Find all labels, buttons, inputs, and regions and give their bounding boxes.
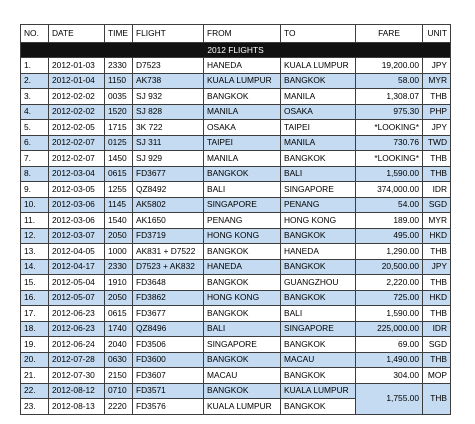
cell-from: BANGKOK [204,352,281,368]
cell-flight: FD3862 [133,290,204,306]
table-row [21,135,451,151]
cell-time: 1145 [105,197,133,213]
table-row [21,228,451,244]
cell-time: 1000 [105,244,133,260]
cell-time: 2330 [105,259,133,275]
cell-unit: THB [423,383,451,414]
cell-unit: THB [423,151,451,167]
cell-from: BANGKOK [204,383,281,399]
cell-to: GUANGZHOU [281,275,356,291]
flights-table [20,24,451,415]
cell-no: 12. [21,228,49,244]
cell-date: 2012-08-13 [49,399,105,415]
cell-flight: AK1650 [133,213,204,229]
table-row [21,104,451,120]
cell-date: 2012-03-07 [49,228,105,244]
cell-to: BANGKOK [281,399,356,415]
cell-unit: SGD [423,197,451,213]
cell-to: SINGAPORE [281,182,356,198]
cell-fare: 975.30 [356,104,423,120]
cell-flight: FD3571 [133,383,204,399]
column-header-no: NO. [21,25,49,43]
cell-from: HONG KONG [204,228,281,244]
cell-to: BALI [281,166,356,182]
cell-unit: THB [423,89,451,105]
column-header-unit: UNIT [423,25,451,43]
cell-flight: FD3506 [133,337,204,353]
cell-from: MANILA [204,151,281,167]
cell-flight: FD3677 [133,166,204,182]
cell-to: BANGKOK [281,73,356,89]
cell-fare: 730.76 [356,135,423,151]
column-header-fare: FARE [356,25,423,43]
cell-flight: SJ 828 [133,104,204,120]
cell-from: KUALA LUMPUR [204,73,281,89]
table-row [21,337,451,353]
cell-from: BANGKOK [204,89,281,105]
cell-time: 2050 [105,228,133,244]
cell-no: 16. [21,290,49,306]
cell-date: 2012-04-17 [49,259,105,275]
cell-fare: 54.00 [356,197,423,213]
cell-no: 6. [21,135,49,151]
cell-flight: SJ 311 [133,135,204,151]
cell-flight: FD3600 [133,352,204,368]
table-row [21,352,451,368]
cell-date: 2012-08-12 [49,383,105,399]
cell-unit: JPY [423,58,451,74]
cell-flight: FD3677 [133,306,204,322]
cell-date: 2012-06-24 [49,337,105,353]
cell-from: HANEDA [204,259,281,275]
cell-fare: 189.00 [356,213,423,229]
cell-from: BANGKOK [204,166,281,182]
cell-flight: FD3576 [133,399,204,415]
cell-time: 0615 [105,166,133,182]
cell-unit: MYR [423,73,451,89]
cell-unit: THB [423,352,451,368]
cell-flight: AK5802 [133,197,204,213]
cell-time: 2040 [105,337,133,353]
cell-fare: 69.00 [356,337,423,353]
header-row [21,25,451,43]
cell-from: SINGAPORE [204,337,281,353]
cell-from: BALI [204,321,281,337]
cell-to: BANGKOK [281,151,356,167]
cell-flight: D7523 + AK832 [133,259,204,275]
cell-fare: 2,220.00 [356,275,423,291]
cell-unit: MYR [423,213,451,229]
cell-flight: FD3607 [133,368,204,384]
table-row [21,120,451,136]
cell-no: 7. [21,151,49,167]
cell-date: 2012-02-02 [49,89,105,105]
table-row [21,197,451,213]
cell-time: 1450 [105,151,133,167]
cell-from: MACAU [204,368,281,384]
cell-no: 13. [21,244,49,260]
cell-flight: 3K 722 [133,120,204,136]
table-row [21,151,451,167]
cell-unit: SGD [423,337,451,353]
cell-no: 9. [21,182,49,198]
cell-no: 14. [21,259,49,275]
cell-flight: AK831 + D7522 [133,244,204,260]
cell-flight: SJ 932 [133,89,204,105]
cell-date: 2012-05-07 [49,290,105,306]
cell-from: TAIPEI [204,135,281,151]
table-row [21,259,451,275]
cell-flight: AK738 [133,73,204,89]
cell-unit: HKD [423,228,451,244]
cell-from: BANGKOK [204,306,281,322]
cell-to: BANGKOK [281,259,356,275]
cell-unit: MOP [423,368,451,384]
section-row [21,43,451,58]
cell-time: 2150 [105,368,133,384]
cell-date: 2012-02-05 [49,120,105,136]
cell-to: BANGKOK [281,368,356,384]
cell-fare: 1,290.00 [356,244,423,260]
table-row [21,166,451,182]
cell-fare: 1,590.00 [356,306,423,322]
cell-time: 0125 [105,135,133,151]
cell-fare: 495.00 [356,228,423,244]
cell-no: 8. [21,166,49,182]
cell-date: 2012-07-30 [49,368,105,384]
cell-unit: THB [423,166,451,182]
column-header-time: TIME [105,25,133,43]
cell-unit: HKD [423,290,451,306]
cell-fare: 1,490.00 [356,352,423,368]
table-row [21,383,451,399]
table-row [21,58,451,74]
cell-to: OSAKA [281,104,356,120]
cell-from: BANGKOK [204,244,281,260]
cell-date: 2012-03-05 [49,182,105,198]
cell-to: MANILA [281,135,356,151]
cell-time: 0630 [105,352,133,368]
cell-no: 1. [21,58,49,74]
cell-no: 15. [21,275,49,291]
cell-to: MANILA [281,89,356,105]
cell-date: 2012-06-23 [49,321,105,337]
cell-no: 2. [21,73,49,89]
cell-no: 5. [21,120,49,136]
cell-time: 1715 [105,120,133,136]
cell-date: 2012-03-06 [49,213,105,229]
cell-to: BALI [281,306,356,322]
cell-time: 1740 [105,321,133,337]
cell-to: SINGAPORE [281,321,356,337]
column-header-date: DATE [49,25,105,43]
cell-flight: SJ 929 [133,151,204,167]
cell-time: 0710 [105,383,133,399]
table-row [21,368,451,384]
cell-unit: THB [423,306,451,322]
cell-from: HANEDA [204,58,281,74]
cell-from: OSAKA [204,120,281,136]
cell-unit: JPY [423,259,451,275]
cell-fare: 304.00 [356,368,423,384]
cell-time: 2330 [105,58,133,74]
cell-to: TAIPEI [281,120,356,136]
cell-no: 10. [21,197,49,213]
column-header-from: FROM [204,25,281,43]
table-row [21,321,451,337]
cell-to: BANGKOK [281,228,356,244]
table-row [21,306,451,322]
cell-date: 2012-01-04 [49,73,105,89]
cell-no: 4. [21,104,49,120]
table-row [21,244,451,260]
column-header-to: TO [281,25,356,43]
cell-time: 1520 [105,104,133,120]
cell-fare: 225,000.00 [356,321,423,337]
cell-no: 18. [21,321,49,337]
cell-fare: 374,000.00 [356,182,423,198]
cell-date: 2012-02-07 [49,135,105,151]
cell-no: 23. [21,399,49,415]
cell-no: 3. [21,89,49,105]
cell-unit: IDR [423,321,451,337]
cell-to: HONG KONG [281,213,356,229]
cell-time: 1255 [105,182,133,198]
cell-time: 1540 [105,213,133,229]
cell-fare: 1,755.00 [356,383,423,414]
cell-flight: FD3719 [133,228,204,244]
cell-to: KUALA LUMPUR [281,58,356,74]
cell-unit: THB [423,275,451,291]
cell-unit: IDR [423,182,451,198]
cell-fare: 1,308.07 [356,89,423,105]
cell-time: 0615 [105,306,133,322]
cell-fare: 1,590.00 [356,166,423,182]
cell-time: 2220 [105,399,133,415]
cell-fare: 58.00 [356,73,423,89]
table-row [21,290,451,306]
cell-flight: FD3648 [133,275,204,291]
cell-to: BANGKOK [281,290,356,306]
cell-no: 19. [21,337,49,353]
cell-no: 21. [21,368,49,384]
table-row [21,182,451,198]
cell-from: PENANG [204,213,281,229]
cell-date: 2012-02-02 [49,104,105,120]
cell-date: 2012-03-04 [49,166,105,182]
cell-unit: THB [423,244,451,260]
cell-from: HONG KONG [204,290,281,306]
cell-time: 1150 [105,73,133,89]
cell-to: PENANG [281,197,356,213]
cell-fare: 20,500.00 [356,259,423,275]
cell-to: MACAU [281,352,356,368]
cell-date: 2012-03-06 [49,197,105,213]
cell-date: 2012-06-23 [49,306,105,322]
cell-flight: QZ8496 [133,321,204,337]
cell-to: BANGKOK [281,337,356,353]
column-header-flight: FLIGHT [133,25,204,43]
cell-from: BANGKOK [204,275,281,291]
cell-fare: 19,200.00 [356,58,423,74]
cell-date: 2012-07-28 [49,352,105,368]
cell-flight: QZ8492 [133,182,204,198]
cell-no: 20. [21,352,49,368]
cell-from: KUALA LUMPUR [204,399,281,415]
cell-unit: PHP [423,104,451,120]
cell-date: 2012-04-05 [49,244,105,260]
cell-date: 2012-05-04 [49,275,105,291]
cell-time: 2050 [105,290,133,306]
cell-flight: D7523 [133,58,204,74]
cell-fare: *LOOKING* [356,151,423,167]
cell-no: 11. [21,213,49,229]
cell-no: 22. [21,383,49,399]
section-title: 2012 FLIGHTS [21,43,451,58]
cell-time: 1910 [105,275,133,291]
cell-no: 17. [21,306,49,322]
cell-unit: TWD [423,135,451,151]
cell-from: MANILA [204,104,281,120]
cell-fare: 725.00 [356,290,423,306]
cell-time: 0035 [105,89,133,105]
cell-date: 2012-02-07 [49,151,105,167]
table-row [21,73,451,89]
cell-from: BALI [204,182,281,198]
cell-date: 2012-01-03 [49,58,105,74]
cell-from: SINGAPORE [204,197,281,213]
cell-to: KUALA LUMPUR [281,383,356,399]
table-row [21,275,451,291]
cell-to: HANEDA [281,244,356,260]
cell-fare: *LOOKING* [356,120,423,136]
cell-unit: JPY [423,120,451,136]
table-row [21,213,451,229]
table-row [21,89,451,105]
